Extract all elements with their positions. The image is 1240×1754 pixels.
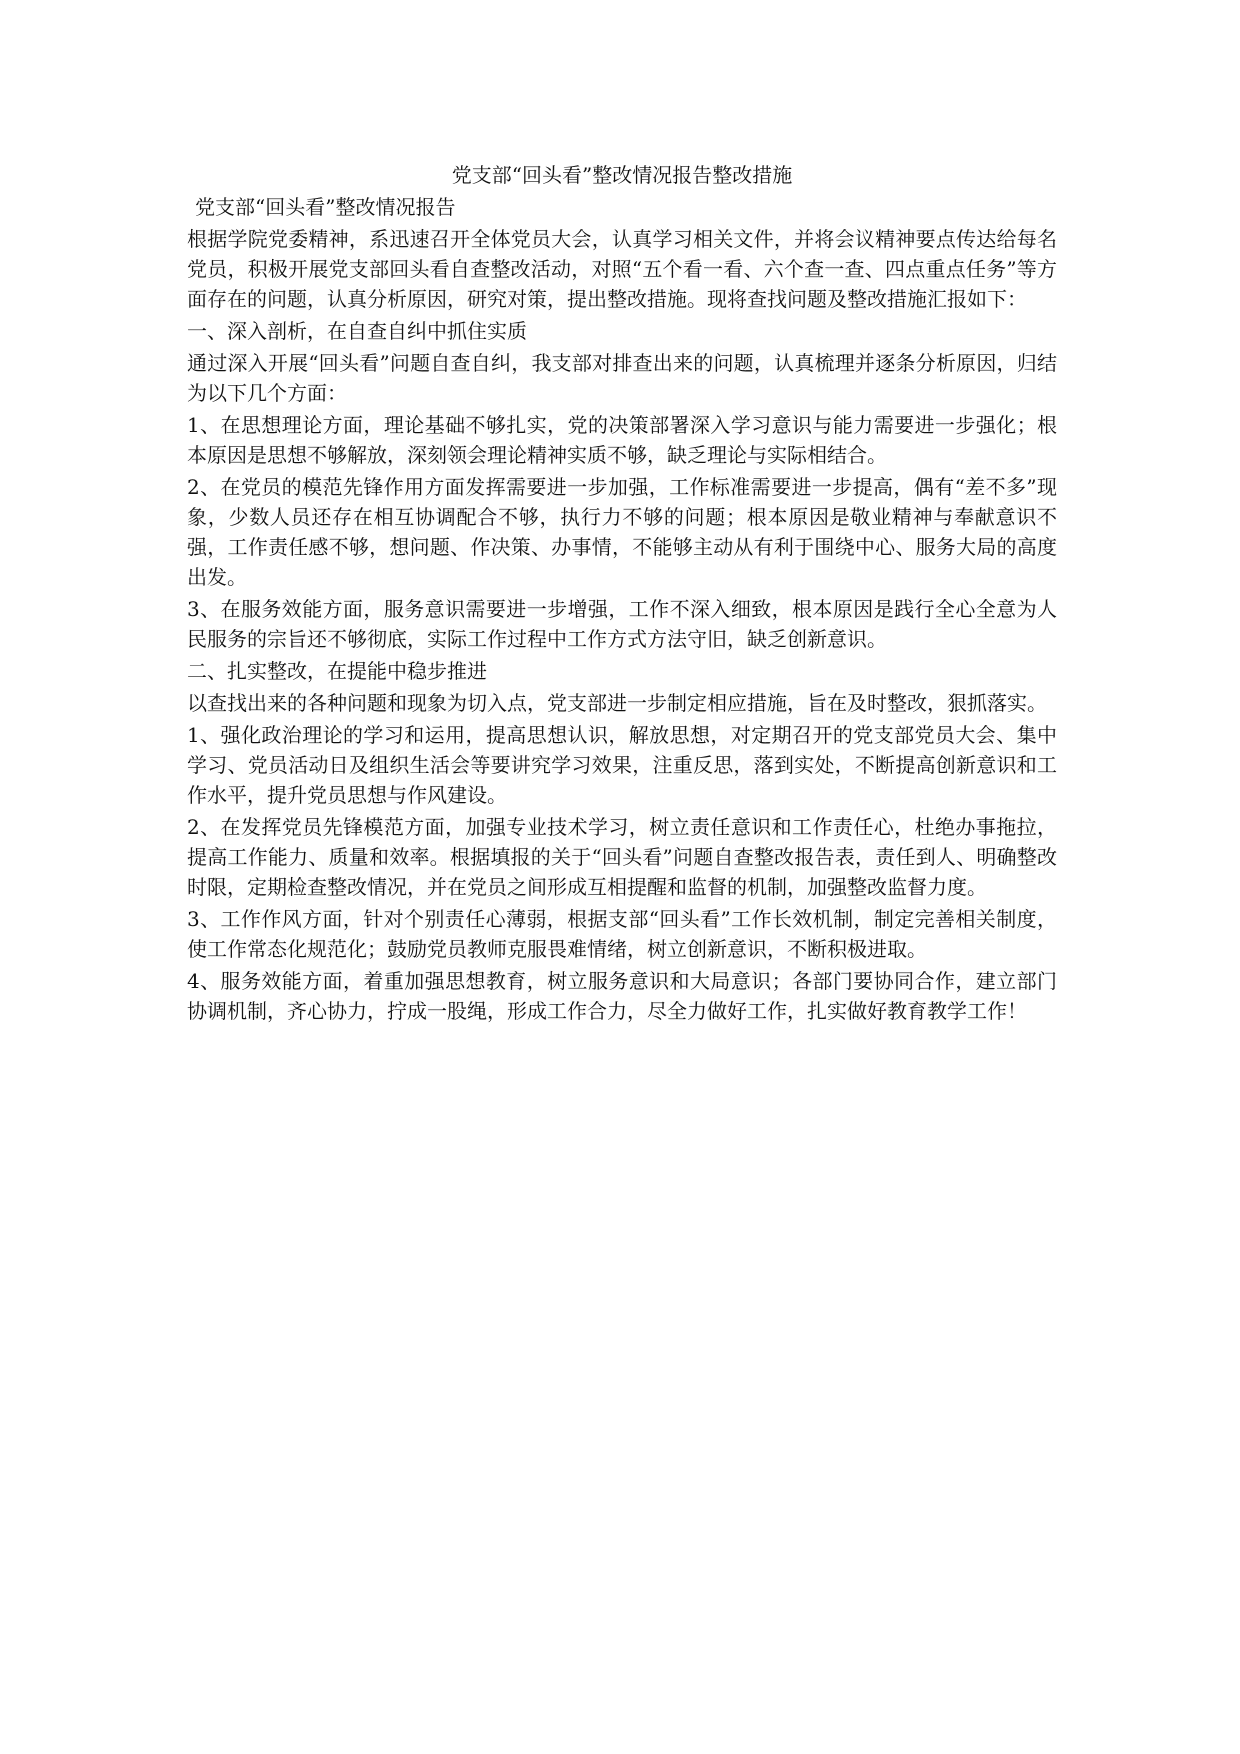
section-1-item-3: 3、在服务效能方面，服务意识需要进一步增强，工作不深入细致，根本原因是践行全心全意为人民服务的宗旨还不够彻底，实际工作过程中工作方式方法守旧，缺乏创新意识。: [187, 597, 1057, 651]
section-1-intro: 通过深入开展“回头看”问题自查自纠，我支部对排查出来的问题，认真梳理并逐条分析原因，归结为以下几个方面：: [187, 351, 1057, 405]
section-1-item-1: 1、在思想理论方面，理论基础不够扎实，党的决策部署深入学习意识与能力需要进一步强化；根本原因是思想不够解放，深刻领会理论精神实质不够，缺乏理论与实际相结合。: [187, 413, 1057, 467]
section-heading-1: 一、深入剖析，在自查自纠中抓住实质: [187, 319, 527, 343]
section-2-intro: 以查找出来的各种问题和现象为切入点，党支部进一步制定相应措施，旨在及时整改，狠抓落实。: [187, 691, 1047, 715]
document-title: 党支部“回头看”整改情况报告整改措施: [451, 163, 793, 187]
section-heading-2: 二、扎实整改，在提能中稳步推进: [187, 659, 487, 683]
section-1-item-2: 2、在党员的模范先锋作用方面发挥需要进一步加强，工作标准需要进一步提高，偶有“差不多”现象，少数人员还存在相互协调配合不够，执行力不够的问题；根本原因是敬业精神与奉献意识不强，工作责任感不够，想问题、作决策、办事情，不能够主动从有利于围绕中心、服务大局的高度出发。: [187, 475, 1057, 589]
section-2-item-2: 2、在发挥党员先锋模范方面，加强专业技术学习，树立责任意识和工作责任心，杜绝办事拖拉，提高工作能力、质量和效率。根据填报的关于“回头看”问题自查整改报告表，责任到人、明确整改时限，定期检查整改情况，并在党员之间形成互相提醒和监督的机制，加强整改监督力度。: [187, 815, 1057, 899]
section-2-item-1: 1、强化政治理论的学习和运用，提高思想认识，解放思想，对定期召开的党支部党员大会、集中学习、党员活动日及组织生活会等要讲究学习效果，注重反思，落到实处，不断提高创新意识和工作水平，提升党员思想与作风建设。: [187, 723, 1057, 807]
section-2-item-4: 4、服务效能方面，着重加强思想教育，树立服务意识和大局意识；各部门要协同合作，建立部门协调机制，齐心协力，拧成一股绳，形成工作合力，尽全力做好工作，扎实做好教育教学工作！: [187, 969, 1057, 1023]
section-2-item-3: 3、工作作风方面，针对个别责任心薄弱，根据支部“回头看”工作长效机制，制定完善相关制度，使工作常态化规范化；鼓励党员教师克服畏难情绪，树立创新意识，不断积极进取。: [187, 907, 1057, 961]
document-subtitle: 党支部“回头看”整改情况报告: [195, 195, 456, 219]
intro-paragraph: 根据学院党委精神，系迅速召开全体党员大会，认真学习相关文件，并将会议精神要点传达给每名党员，积极开展党支部回头看自查整改活动，对照“五个看一看、六个查一查、四点重点任务”等方面存在的问题，认真分析原因，研究对策，提出整改措施。现将查找问题及整改措施汇报如下：: [187, 227, 1057, 311]
document-body: [187, 160, 1057, 1028]
